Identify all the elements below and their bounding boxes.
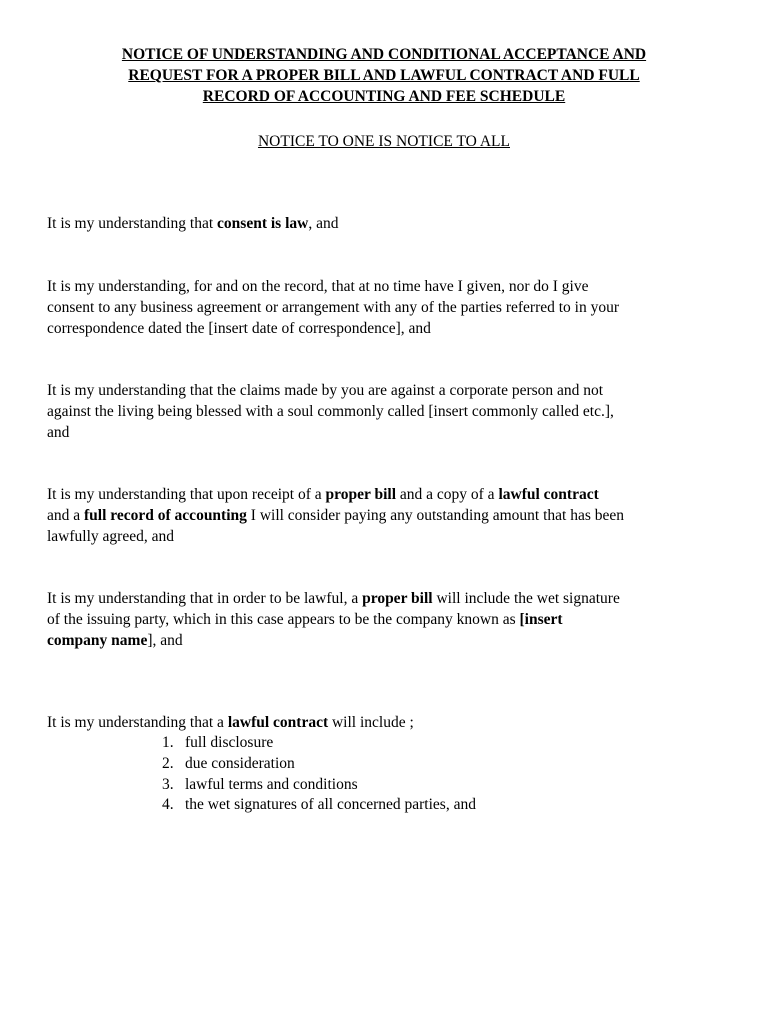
paragraph-line: and xyxy=(47,423,70,441)
list-number: 4. xyxy=(162,796,174,814)
title-line-1: NOTICE OF UNDERSTANDING AND CONDITIONAL ACCEPTANCE AND xyxy=(121,46,647,63)
document-title xyxy=(40,44,728,107)
list-text: lawful terms and conditions xyxy=(185,775,358,793)
paragraph-line: It is my understanding that the claims made by you are against a corporate person and not xyxy=(47,382,604,399)
paragraph-proper-bill-receipt xyxy=(47,485,737,547)
document-subtitle: NOTICE TO ONE IS NOTICE TO ALL xyxy=(257,133,510,150)
list-item xyxy=(162,733,476,754)
bold-term: lawful contract xyxy=(498,486,599,503)
text-run: It is my understanding that xyxy=(47,215,218,232)
list-item xyxy=(162,775,476,796)
list-item xyxy=(162,754,476,775)
paragraph-corporate-person xyxy=(47,381,737,443)
text-run: and a copy of a xyxy=(396,486,499,503)
paragraph-lawful-contract xyxy=(47,713,737,734)
bold-term: full record of accounting xyxy=(84,506,247,524)
text-run: and a xyxy=(47,506,85,524)
paragraph-no-consent xyxy=(47,277,737,339)
paragraph-line: consent to any business agreement or arrangement with any of the parties referred to in your xyxy=(47,298,620,316)
text-run: I will consider paying any outstanding amount that has been xyxy=(246,506,624,524)
paragraph-line: lawfully agreed, and xyxy=(47,527,174,545)
text-run: , and xyxy=(308,215,339,232)
list-text: due consideration xyxy=(185,754,295,772)
text-run: of the issuing party, which in this case appears to be the company known as xyxy=(47,610,520,628)
list-text: full disclosure xyxy=(185,734,274,751)
text-run: will include the wet signature xyxy=(432,590,620,607)
paragraph-wet-signature xyxy=(47,589,737,651)
list-text: the wet signatures of all concerned parties, and xyxy=(185,796,476,814)
list-number: 3. xyxy=(162,775,174,793)
title-line-2: REQUEST FOR A PROPER BILL AND LAWFUL CONTRACT AND FULL xyxy=(128,67,640,84)
paragraph-consent-law xyxy=(47,214,737,235)
list-number: 2. xyxy=(162,754,174,772)
list-number: 1. xyxy=(162,734,174,751)
bold-term: proper bill xyxy=(362,590,433,607)
bold-term: consent is law xyxy=(217,215,309,232)
text-run: ], and xyxy=(147,631,183,649)
text-run: will include ; xyxy=(328,714,414,731)
paragraph-line: against the living being blessed with a soul commonly called [insert commonly called etc.], xyxy=(47,402,614,420)
bold-term: company name xyxy=(47,631,148,649)
bold-term: proper bill xyxy=(325,486,396,503)
contract-requirements-list xyxy=(162,733,476,816)
text-run: It is my understanding that a xyxy=(47,714,228,731)
list-item xyxy=(162,795,476,816)
paragraph-line: It is my understanding, for and on the record, that at no time have I given, nor do I give xyxy=(47,278,589,295)
title-line-3: RECORD OF ACCOUNTING AND FEE SCHEDULE xyxy=(202,88,566,105)
bold-term: [insert xyxy=(519,610,563,628)
bold-term: lawful contract xyxy=(227,714,329,731)
paragraph-line: correspondence dated the [insert date of correspondence], and xyxy=(47,319,431,337)
text-run: It is my understanding that in order to be lawful, a xyxy=(47,590,363,607)
text-run: It is my understanding that upon receipt of a xyxy=(47,486,326,503)
